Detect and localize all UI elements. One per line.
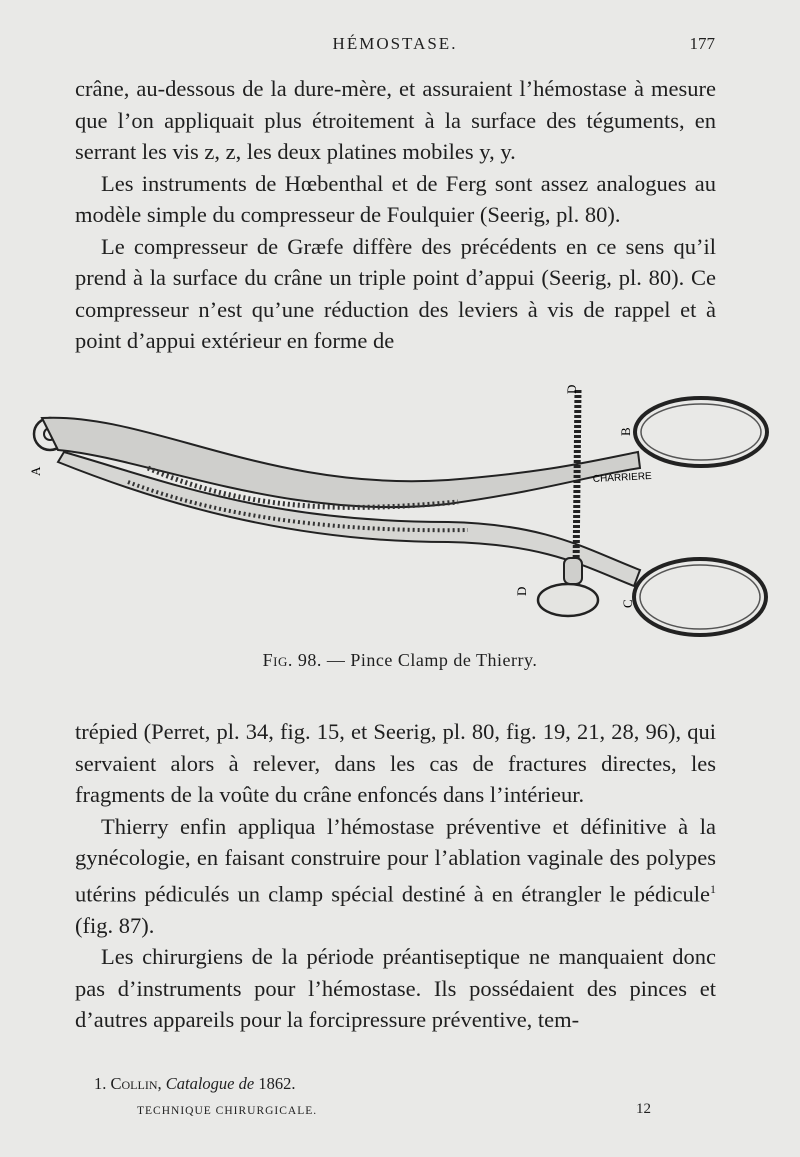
maker-engraving: CHARRIERE bbox=[592, 470, 652, 485]
label-c: C bbox=[620, 599, 635, 608]
page-number: 177 bbox=[689, 34, 715, 53]
screw-disc bbox=[538, 584, 598, 616]
upper-finger-ring bbox=[635, 398, 767, 466]
text-block-top bbox=[75, 73, 716, 357]
label-a: A bbox=[28, 466, 43, 476]
paragraph-text: Thierry enfin appliqua l’hémostase préventive et définitive à la gynécologie, en faisant construire pour l’ablation vaginale des polypes utérins pédiculés un clamp spécial destiné à en étrangler le pédicule bbox=[75, 813, 716, 906]
footnote bbox=[94, 1074, 295, 1094]
clamp-illustration bbox=[28, 372, 778, 657]
footnote-year: 1862. bbox=[258, 1074, 296, 1093]
upper-blade bbox=[42, 418, 640, 507]
caption-dash: — bbox=[326, 650, 346, 670]
figure-caption bbox=[0, 650, 800, 671]
footnote-author: Collin bbox=[110, 1074, 158, 1093]
signature-text: TECHNIQUE CHIRURGICALE. bbox=[137, 1105, 318, 1117]
running-header bbox=[75, 34, 715, 58]
paragraph: crâne, au-dessous de la dure-mère, et assuraient l’hémostase à mesure que l’on appliquait plus étroitement à la surface des téguments, en serrant les vis z, z, les deux platines mobiles y, y. bbox=[75, 76, 716, 164]
label-d-top: D bbox=[564, 384, 579, 394]
paragraph bbox=[75, 811, 716, 942]
running-title: HÉMOSTASE. bbox=[332, 34, 458, 53]
lower-finger-ring bbox=[634, 559, 766, 635]
label-d-bottom: D bbox=[514, 586, 529, 596]
paragraph: Les chirurgiens de la période préantiseptique ne manquaient donc pas d’instruments pour l’hémostase. Ils possédaient des pinces et d’autres appareils pour la forcipressure préventive, tem- bbox=[75, 944, 716, 1032]
caption-text: Pince Clamp de Thierry. bbox=[350, 650, 538, 670]
footnote-number: 1. bbox=[94, 1074, 107, 1093]
lower-ring-inner bbox=[640, 565, 760, 629]
paragraph-text-end: (fig. 87). bbox=[75, 912, 155, 938]
signature-number: 12 bbox=[636, 1101, 651, 1117]
paragraph: trépied (Perret, pl. 34, fig. 15, et Seerig, pl. 80, fig. 19, 21, 28, 96), qui servaient alors à relever, dans les cas de fractures directes, les fragments de la voûte du crâne enfoncés dans l’intérieur. bbox=[75, 719, 716, 807]
footnote-ref: 1 bbox=[710, 881, 716, 896]
caption-figure-number: Fig. 98. bbox=[262, 650, 322, 670]
upper-ring-inner bbox=[641, 404, 761, 460]
text-block-bottom bbox=[75, 716, 716, 1036]
paragraph: Les instruments de Hœbenthal et de Ferg sont assez analogues au modèle simple du compresseur de Foulquier (Seerig, pl. 80). bbox=[75, 170, 716, 227]
paragraph: Le compresseur de Græfe diffère des précédents en ce sens qu’il prend à la surface du crâne un triple point d’appui (Seerig, pl. 80). Ce compresseur n’est qu’une réduction des leviers à vis de rappel et à point d’appui extérieur en forme de bbox=[75, 233, 716, 353]
footnote-catalogue: Catalogue de bbox=[165, 1074, 255, 1093]
screw-collar bbox=[564, 558, 582, 584]
footnote-comma: , bbox=[157, 1074, 162, 1093]
label-b: B bbox=[618, 427, 633, 436]
